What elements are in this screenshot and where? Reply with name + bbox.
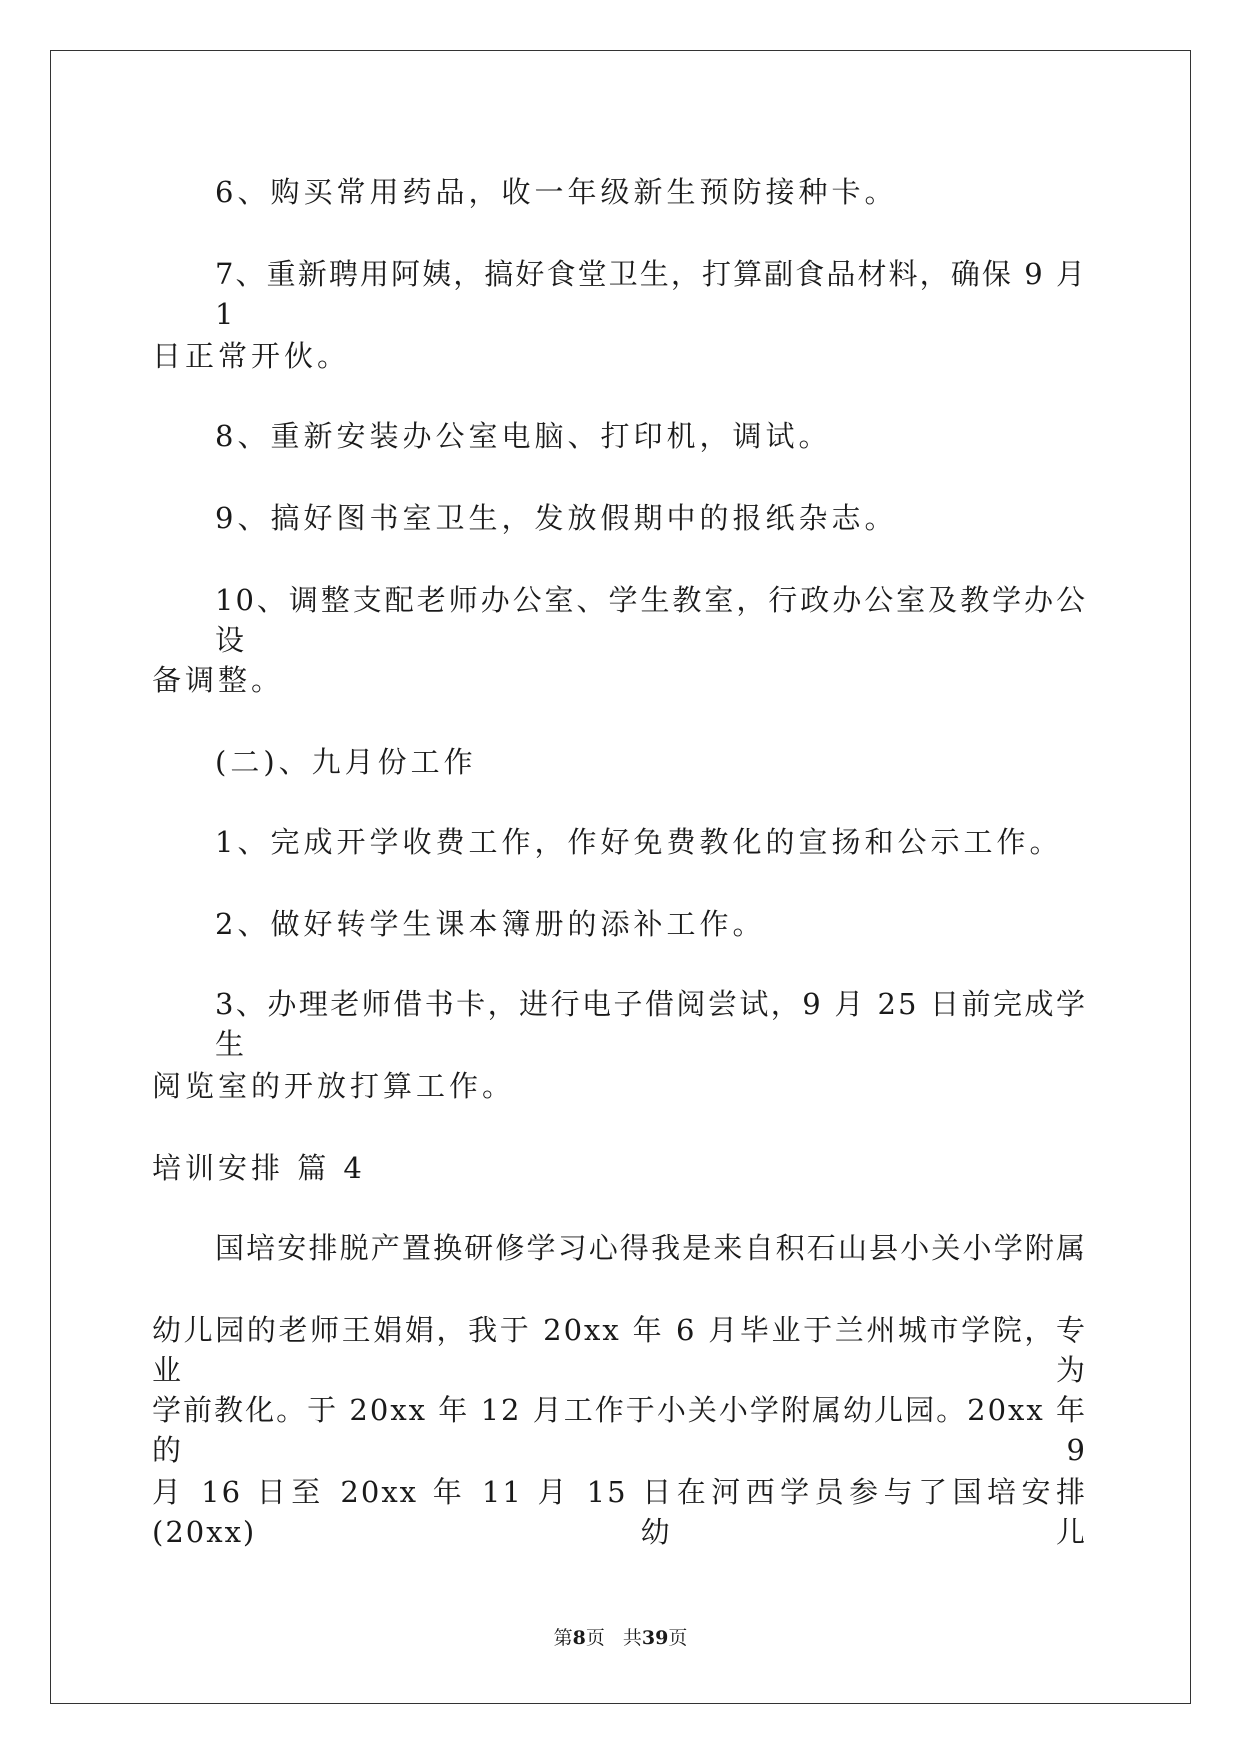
paragraph-line: 幼儿园的老师王娟娟，我于 20xx 年 6 月毕业于兰州城市学院，专业为 — [152, 1313, 1087, 1387]
paragraph-line: 月 16 日至 20xx 年 11 月 15 日在河西学员参与了国培安排(20xx)幼儿 — [152, 1475, 1087, 1549]
paragraph-line: 10、调整支配老师办公室、学生教室，行政办公室及教学办公设 — [215, 583, 1087, 657]
paragraph-line: 国培安排脱产置换研修学习心得我是来自积石山县小关小学附属 — [215, 1231, 1087, 1265]
footer-page-suffix: 页 — [585, 1627, 605, 1649]
footer-total-prefix: 共 — [622, 1627, 642, 1649]
paragraph-line: 阅览室的开放打算工作。 — [152, 1069, 516, 1103]
paragraph-line: 学前教化。于 20xx 年 12 月工作于小关小学附属幼儿园。20xx 年的 9 — [152, 1393, 1087, 1467]
paragraph-line: 8、重新安装办公室电脑、打印机，调试。 — [215, 419, 832, 453]
paragraph-line: 2、做好转学生课本簿册的添补工作。 — [215, 907, 766, 941]
footer-total-suffix: 页 — [668, 1627, 688, 1649]
paragraph-line: 1、完成开学收费工作，作好免费教化的宣扬和公示工作。 — [215, 825, 1063, 859]
section-title: 培训安排 篇 4 — [152, 1151, 366, 1185]
paragraph-line: 9、搞好图书室卫生，发放假期中的报纸杂志。 — [215, 501, 898, 535]
section-heading: (二)、九月份工作 — [215, 745, 477, 779]
current-page-number: 8 — [572, 1627, 586, 1649]
total-pages-number: 39 — [641, 1627, 669, 1649]
paragraph-line: 日正常开伙。 — [152, 339, 351, 373]
paragraph-line: 备调整。 — [152, 663, 285, 697]
page-footer — [0, 1626, 1241, 1650]
paragraph-line: 6、购买常用药品，收一年级新生预防接种卡。 — [215, 175, 898, 209]
paragraph-line: 7、重新聘用阿姨，搞好食堂卫生，打算副食品材料，确保 9 月 1 — [215, 257, 1087, 331]
paragraph-line: 3、办理老师借书卡，进行电子借阅尝试，9 月 25 日前完成学生 — [215, 987, 1087, 1061]
footer-prefix: 第 — [553, 1627, 573, 1649]
